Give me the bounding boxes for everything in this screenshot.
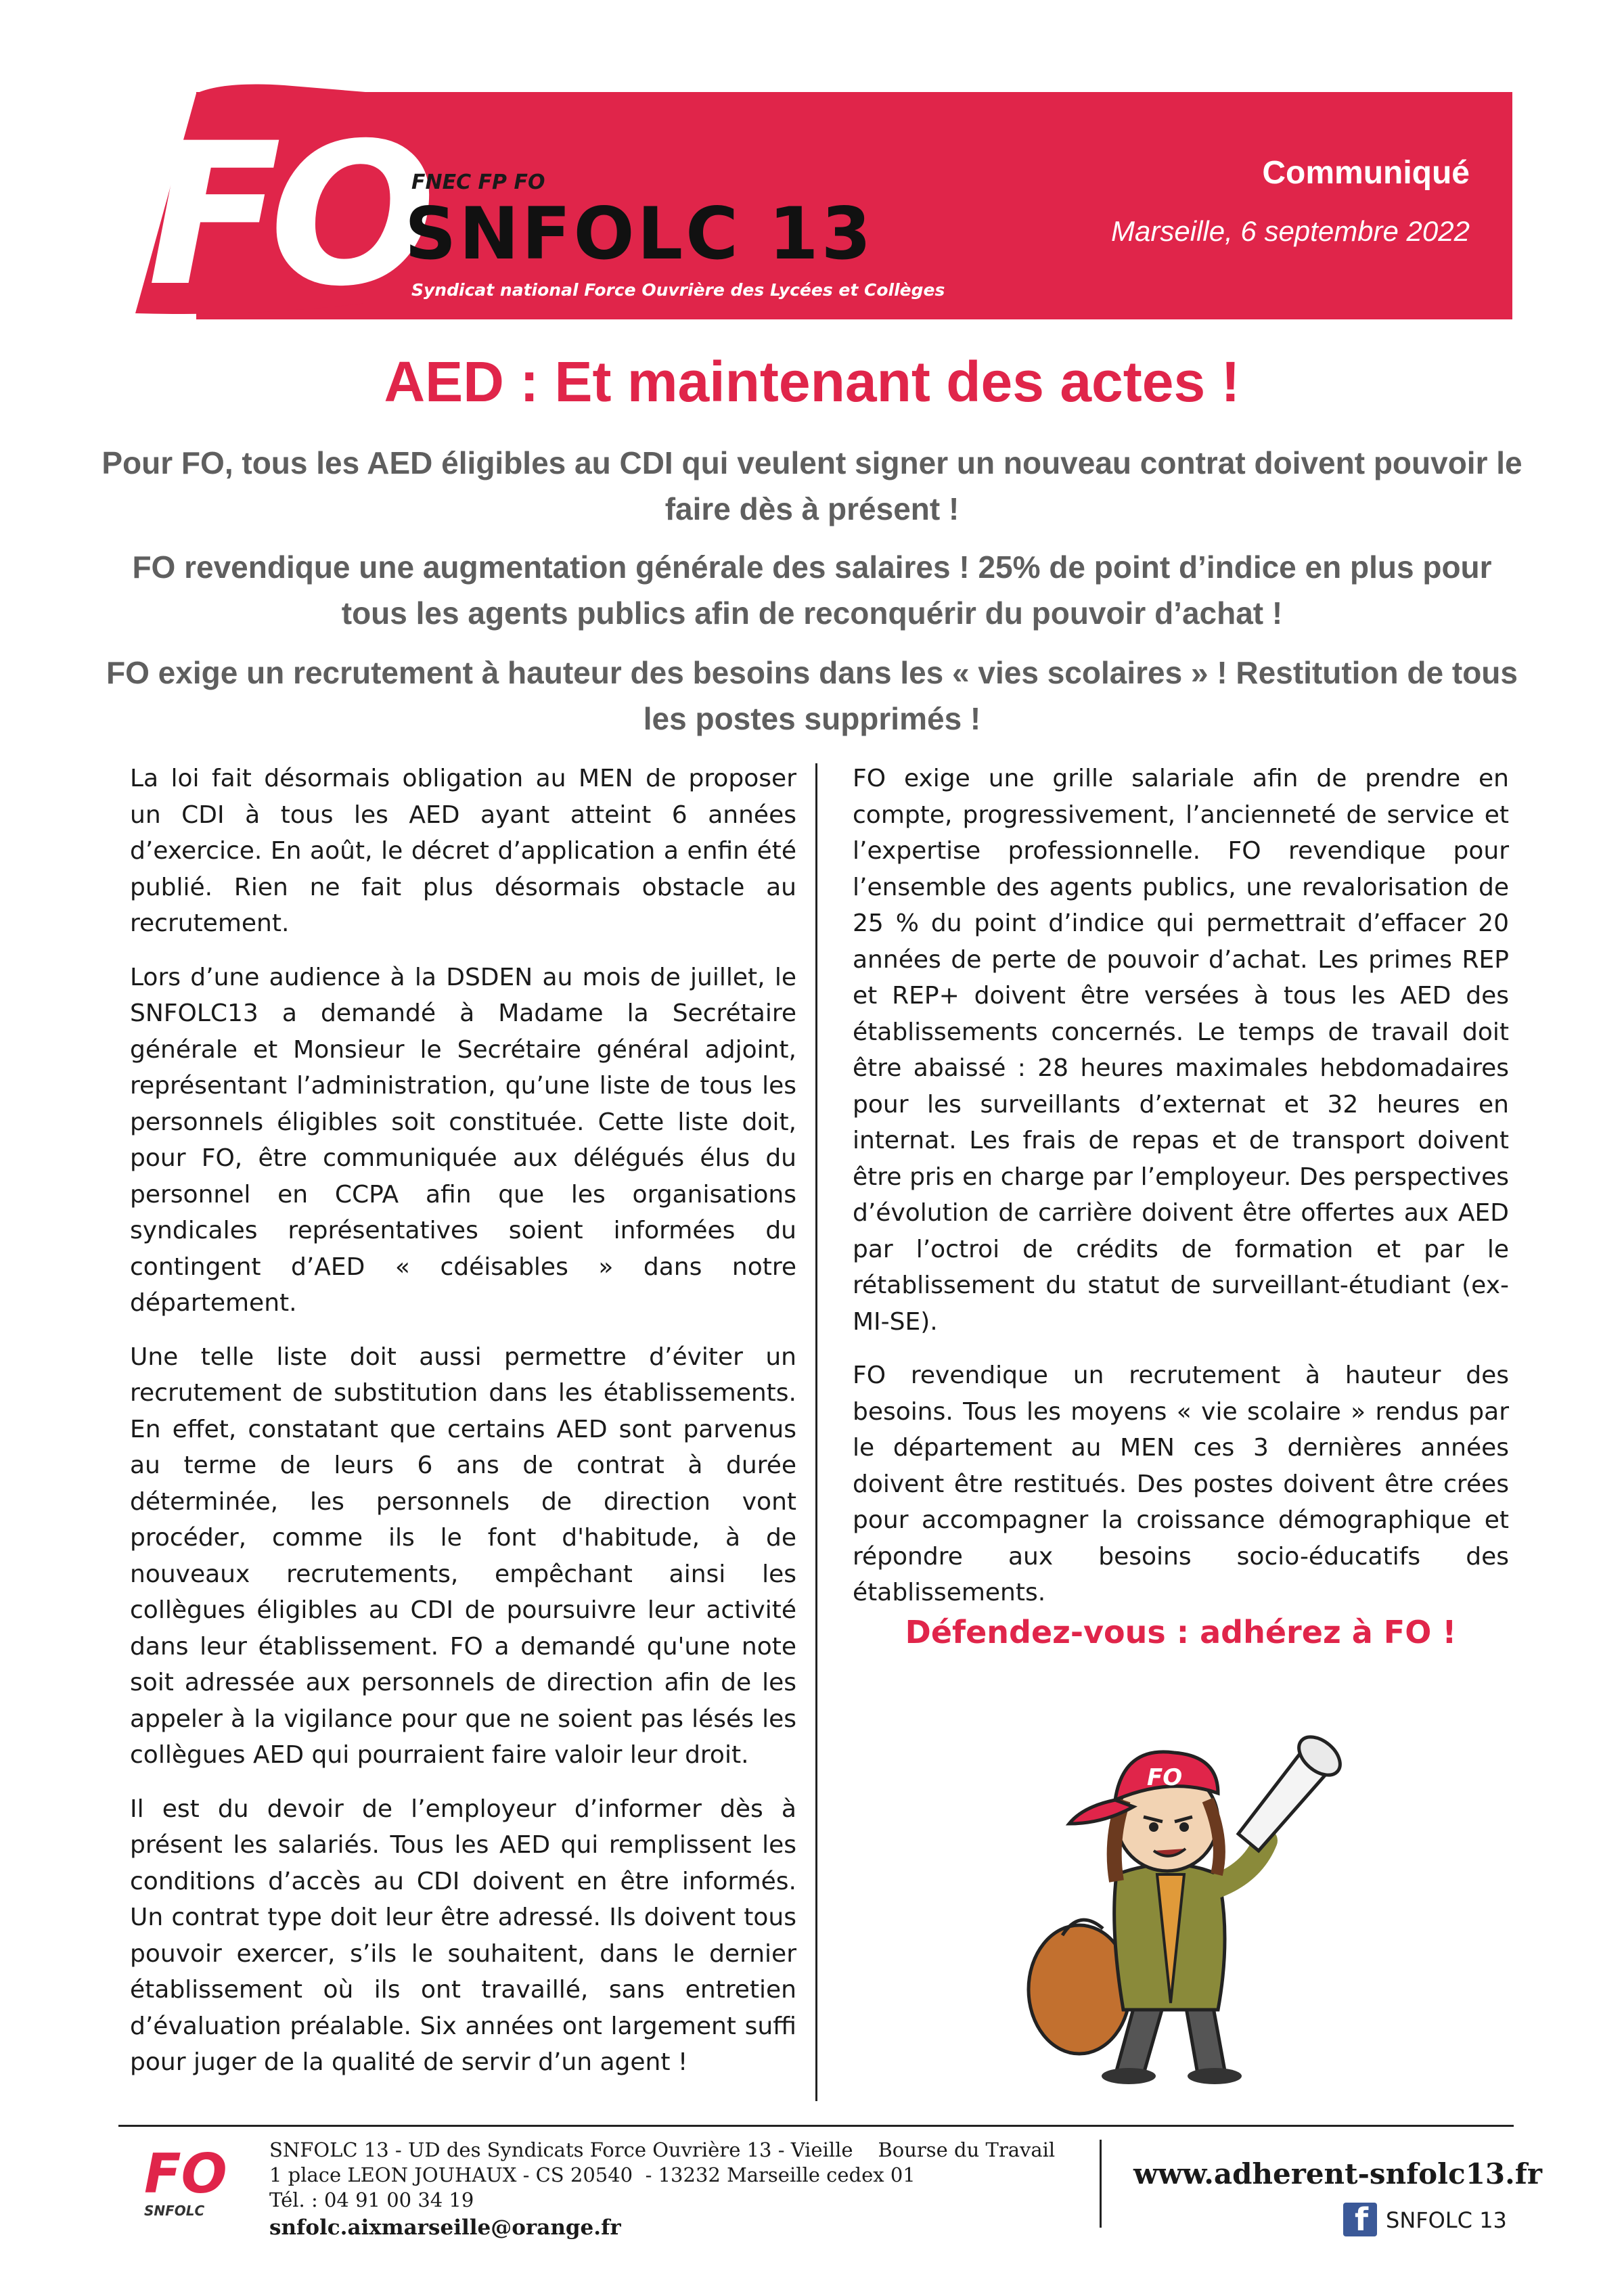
footer-logo-caption: SNFOLC	[144, 2203, 205, 2219]
subheading-3: FO exige un recrutement à hauteur des besoins dans les « vies scolaires » ! Restitution de tous les postes supprimés !	[106, 655, 1518, 736]
footer-rule	[118, 2125, 1514, 2127]
footer-address-line-2: 1 place LEON JOUHAUX - CS 20540 - 13232 Marseille cedex 01	[269, 2163, 916, 2186]
protester-illustration	[1015, 1705, 1380, 2084]
fo-logo-text: FO	[148, 102, 424, 330]
footer-email-link[interactable]: snfolc.aixmarseille@orange.fr	[269, 2215, 621, 2240]
federation-label: FNEC FP FO	[411, 171, 545, 194]
document-type: Communiqué	[1262, 155, 1470, 191]
paragraph: Lors d’une audience à la DSDEN au mois de juillet, le SNFOLC13 a demandé à Madame la Secrétaire générale et Monsieur le Secrétaire général adjoint, représentant l’administration, qu’une liste de tous les personnels éligibles soit constituée. Cette liste doit, pour FO, être communiquée aux délégués élus du personnel en CCPA afin que les organisations syndicales représentatives soient informées du contingent d’AED « cdéisables » dans notre département.	[130, 963, 796, 1317]
website-link[interactable]: www.adherent-snfolc13.fr	[1133, 2157, 1542, 2190]
paragraph: Il est du devoir de l’employeur d’informer dès à présent les salariés. Tous les AED qui remplissent les conditions d’accès au CDI doivent en être informés. Un contrat type doit leur être adressé. Ils doivent tous pouvoir exercer, s’ils le souhaitent, dans le dernier établissement où ils ont travaillé, sans entretien d’évaluation préalable. Six années ont largement suffi pour juger de la qualité de servir d’un agent !	[130, 1795, 796, 2076]
right-column	[853, 761, 1509, 1629]
subheading-2: FO revendique une augmentation générale des salaires ! 25% de point d’indice en plus pour tous les agents publics afin de reconquérir du pouvoir d’achat !	[132, 549, 1492, 631]
column-divider	[815, 763, 817, 2101]
facebook-label[interactable]: SNFOLC 13	[1386, 2207, 1507, 2233]
subheading-1: Pour FO, tous les AED éligibles au CDI qui veulent signer un nouveau contrat doivent pouvoir le faire dès à présent !	[102, 445, 1522, 526]
cap-text: FO	[1147, 1764, 1183, 1791]
footer-fo-logo: FO	[144, 2142, 227, 2205]
call-to-action: Défendez-vous : adhérez à FO !	[905, 1614, 1457, 1650]
paragraph: FO revendique un recrutement à hauteur des besoins. Tous les moyens « vie scolaire » rendus par le département au MEN ces 3 dernières années doivent être restitués. Des postes doivent être crées pour accompagner la croissance démographique et répondre aux besoins socio-éducatifs des établissements.	[853, 1361, 1509, 1606]
footer-phone: Tél. : 04 91 00 34 19	[269, 2188, 474, 2211]
paragraph: Une telle liste doit aussi permettre d’éviter un recrutement de substitution dans les établissements. En effet, constatant que certains AED sont parvenus au terme de leurs 6 ans de contrat à durée déterminée, les personnels de direction vont procéder, comme ils le font d'habitude, à de nouveaux recrutements, empêchant ainsi les collègues éligibles au CDI de poursuivre leur activité dans leur établissement. FO a demandé qu'une note soit adressée aux personnels de direction afin de les appeler à la vigilance pour que ne soient pas lésés les collègues AED qui pourraient faire valoir leur droit.	[130, 1343, 796, 1769]
paragraph: La loi fait désormais obligation au MEN de proposer un CDI à tous les AED ayant atteint 6 années d’exercice. En août, le décret d’application a enfin été publié. Rien ne fait plus désormais obstacle au recrutement.	[130, 765, 796, 937]
page-title: AED : Et maintenant des actes !	[384, 350, 1240, 413]
facebook-icon[interactable]: f	[1343, 2203, 1377, 2236]
fo-logo	[122, 80, 424, 330]
footer-address-line-1: SNFOLC 13 - UD des Syndicats Force Ouvrière 13 - Vieille Bourse du Travail	[269, 2138, 1056, 2161]
left-column	[130, 761, 796, 2098]
paragraph: FO exige une grille salariale afin de prendre en compte, progressivement, l’ancienneté de service et l’expertise professionnelle. FO revendique pour l’ensemble des agents publics, une revalorisation de 25 % du point d’indice qui permettrait d’effacer 20 années de perte de pouvoir d’achat. Les primes REP et REP+ doivent être versées à tous les AED des établissements concernés. Le temps de travail doit être abaissé : 28 heures maximales hebdomadaires pour les surveillants d’externat et 32 heures en internat. Les frais de repas et de transport doivent être pris en charge par l’employeur. Des perspectives d’évolution de carrière doivent être offertes aux AED par l’octroi de crédits de formation et par le rétablissement du statut de surveillant-étudiant (ex-MI-SE).	[853, 765, 1509, 1336]
document-date: Marseille, 6 septembre 2022	[1111, 215, 1470, 247]
union-full-name: Syndicat national Force Ouvrière des Lycées et Collèges	[411, 280, 945, 300]
union-name: SNFOLC 13	[405, 192, 874, 275]
footer-separator	[1100, 2140, 1102, 2228]
